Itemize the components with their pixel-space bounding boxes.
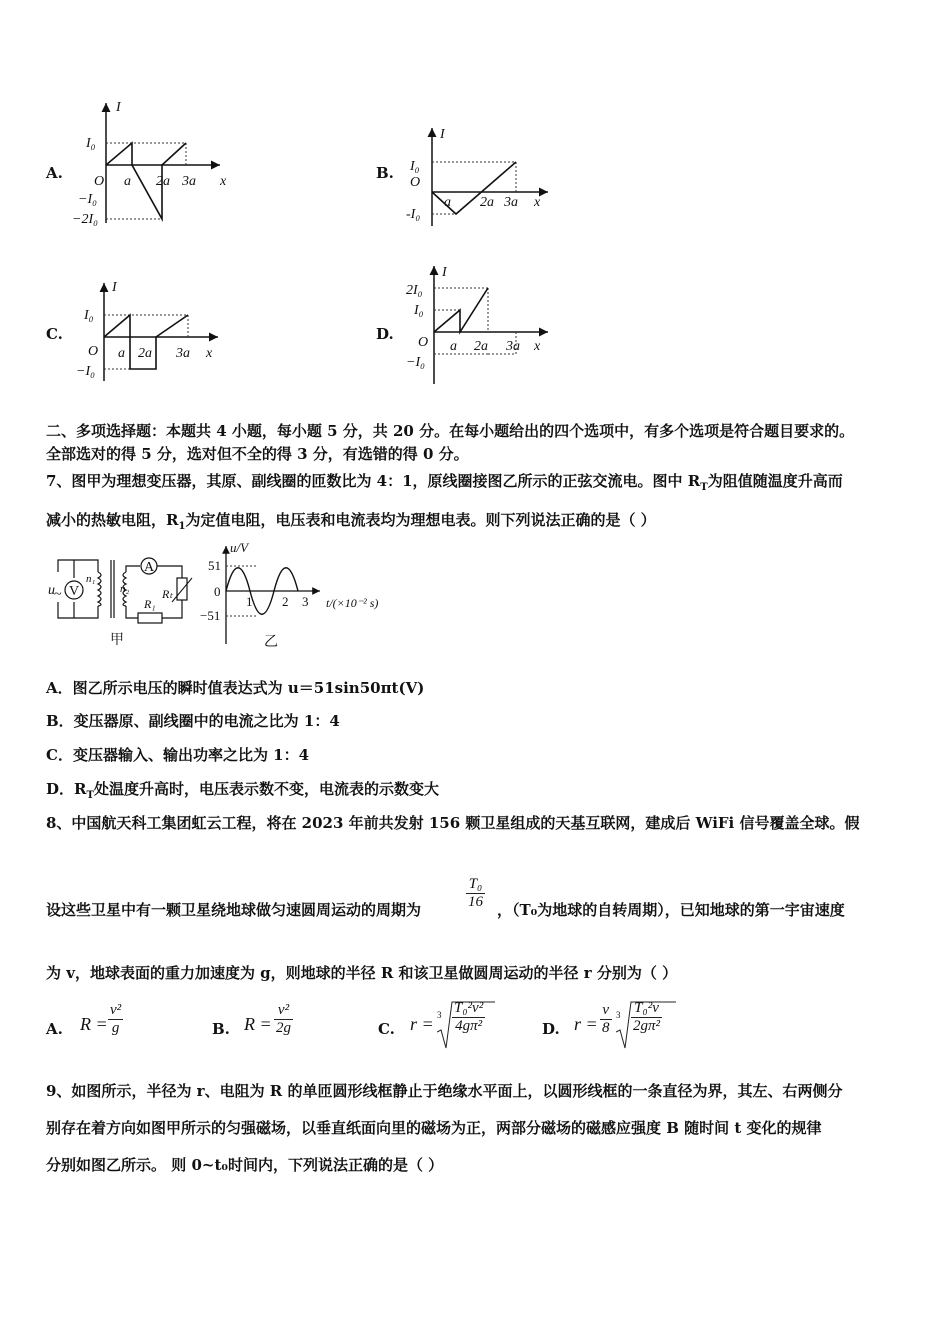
- q8-option-b-num: v²: [274, 1002, 293, 1020]
- graph-c-xtick: 3a: [176, 346, 190, 361]
- q8-option-b-label: B.: [212, 1020, 230, 1038]
- waveform-xtick: 2: [282, 594, 289, 609]
- graph-d-y-axis: I: [442, 265, 447, 280]
- option-d-label: D.: [376, 325, 394, 343]
- q8-option-c-den: 4gπ²: [455, 1018, 483, 1034]
- q9-line3: 分别如图乙所示。 则 0~t₀时间内，下列说法正确的是（ ）: [46, 1156, 444, 1174]
- graph-c-ytick: −I₀: [76, 364, 95, 379]
- circuit-n2-label: n₂: [120, 583, 130, 595]
- q7-line1-end: 为阻值随温度升高而: [707, 472, 843, 490]
- q7-option-c: C．变压器输入、输出功率之比为 1：4: [46, 746, 310, 764]
- q8-option-c-label: C.: [378, 1020, 395, 1038]
- q8-option-c-lhs: r =: [410, 1014, 434, 1034]
- q8-option-b-frac: [274, 1002, 293, 1037]
- section2-line2: 全部选对的得 5 分，选对但不全的得 3 分，有选错的得 0 分。: [46, 445, 469, 463]
- graph-d: [400, 262, 560, 387]
- q8-option-d-coef-den: 8: [602, 1020, 610, 1036]
- q7-option-d: [46, 778, 439, 801]
- q7-option-a: A．图乙所示电压的瞬时值表达式为 u＝51sin50πt(V): [46, 679, 425, 697]
- graph-a-y-axis: I: [116, 100, 121, 115]
- option-a-label: A.: [46, 164, 63, 182]
- graph-d-ytick: 2I₀: [406, 283, 423, 298]
- q8-option-d-lhs: r =: [574, 1014, 598, 1034]
- graph-d-origin: O: [418, 335, 429, 350]
- q8-option-a-lhs: R =: [80, 1014, 108, 1034]
- waveform-ytick-zero: 0: [214, 584, 221, 599]
- graph-c: [70, 275, 230, 385]
- q8-option-a-frac: [108, 1002, 123, 1037]
- graph-a-ytick: I₀: [86, 136, 96, 151]
- circuit-n1-label: n₁: [86, 573, 96, 585]
- graph-a-origin: O: [94, 174, 105, 189]
- graph-a-xtick: 2a: [156, 174, 170, 189]
- q8-line2: [46, 899, 421, 920]
- graph-b-ytick: -I₀: [406, 207, 421, 222]
- ammeter-label: A: [144, 560, 155, 575]
- q7-line2-sub: 1: [178, 521, 186, 532]
- graph-c-origin: O: [88, 344, 99, 359]
- q7-option-d-text: D．R: [46, 780, 87, 798]
- q7-option-b: B．变压器原、副线圈中的电流之比为 1：4: [46, 712, 340, 730]
- q8-line2-end: ，（T₀为地球的自转周期），已知地球的第一宇宙速度: [497, 901, 845, 919]
- graph-c-ytick: I₀: [84, 308, 94, 323]
- graph-d-x-axis: x: [534, 339, 541, 354]
- graph-b: [400, 120, 560, 230]
- option-b-label: B.: [376, 164, 394, 182]
- q8-option-a-label: A.: [46, 1020, 63, 1038]
- graph-d-xtick: a: [450, 339, 457, 354]
- q7-figure-waveform: [198, 540, 398, 652]
- svg-text:~: ~: [54, 587, 62, 602]
- waveform-xtick: 3: [302, 594, 309, 609]
- graph-d-xtick: 2a: [474, 339, 488, 354]
- circuit-caption: 甲: [110, 633, 124, 648]
- waveform-ytick-bottom: −51: [200, 608, 221, 623]
- q8-option-c-frac: [452, 1000, 485, 1035]
- graph-b-xtick: 3a: [504, 195, 518, 210]
- graph-c-xtick: a: [118, 346, 125, 361]
- graph-c-xtick: 2a: [138, 346, 152, 361]
- q7-line1-sub: T: [700, 482, 708, 493]
- section2-line1: 二、多项选择题：本题共 4 小题，每小题 5 分，共 20 分。在每小题给出的四个选项中，有多个选项是符合题目要求的。: [46, 422, 855, 440]
- graph-b-ytick: I₀: [410, 159, 420, 174]
- graph-b-xtick: a: [444, 195, 451, 210]
- q8-period-fraction: [466, 876, 485, 911]
- graph-c-y-axis: I: [112, 280, 117, 295]
- graph-a: [70, 95, 240, 235]
- circuit-rt-label: Rₜ: [162, 587, 173, 601]
- q8-option-b-lhs: R =: [244, 1014, 272, 1034]
- q8-line1: 8、中国航天科工集团虹云工程，将在 2023 年前共发射 156 颗卫星组成的天基互联网，建成后 WiFi 信号覆盖全球。假: [46, 814, 860, 832]
- q8-option-d-num: T₀²v: [631, 1000, 662, 1018]
- q7-option-d-sub: T: [86, 790, 94, 801]
- q8-option-c-num: T₀²v²: [454, 1000, 484, 1016]
- q8-frac-num: T₀: [466, 876, 485, 894]
- circuit-r1-label: R₁: [144, 597, 156, 611]
- q8-option-d-coef: [600, 1002, 612, 1037]
- graph-b-x-axis: x: [534, 195, 541, 210]
- graph-a-xtick: a: [124, 174, 131, 189]
- waveform-ytick-top: 51: [208, 558, 221, 573]
- graph-a-ytick: −2I₀: [72, 212, 98, 227]
- q7-line2-a: 减小的热敏电阻，R: [46, 511, 179, 529]
- graph-b-y-axis: I: [440, 127, 445, 142]
- q8-option-a-num: v²: [110, 1002, 122, 1018]
- voltmeter-label: V: [69, 584, 80, 599]
- graph-b-origin: O: [410, 175, 421, 190]
- circuit-u-label: u: [48, 583, 55, 598]
- q8-line2-a: 设这些卫星中有一颗卫星绕地球做匀速圆周运动的周期为: [46, 901, 422, 919]
- q9-line2: 别存在着方向如图甲所示的匀强磁场，以垂直纸面向里的磁场为正，两部分磁场的磁感应强度 B 随时间 t 变化的规律: [46, 1119, 822, 1137]
- q8-line3: 为 v，地球表面的重力加速度为 g，则地球的半径 R 和该卫星做圆周运动的半径 r 分别为（ ）: [46, 964, 678, 982]
- q7-figure-circuit: [48, 552, 198, 652]
- q8-option-d-coef-num: v: [600, 1002, 612, 1020]
- q8-frac-den: 16: [468, 894, 483, 910]
- graph-a-ytick: −I₀: [78, 192, 97, 207]
- q7-line1-text: 7、图甲为理想变压器，其原、副线圈的匝数比为 4：1，原线圈接图乙所示的正弦交流电。图中 R: [46, 472, 701, 490]
- q7-option-d-end: 处温度升高时，电压表示数不变，电流表的示数变大: [93, 780, 439, 798]
- graph-d-ytick: I₀: [414, 303, 424, 318]
- graph-d-xtick: 3a: [506, 339, 520, 354]
- waveform-xtick: 1: [246, 594, 253, 609]
- q7-line2-b: 为定值电阻，电压表和电流表均为理想电表。则下列说法正确的是（ ）: [185, 511, 656, 529]
- q8-option-d-den: 2gπ²: [633, 1018, 661, 1034]
- q8-option-d-frac: [631, 1000, 662, 1035]
- option-c-label: C.: [46, 325, 63, 343]
- graph-c-x-axis: x: [206, 346, 213, 361]
- q8-option-d-root-index: 3: [616, 1010, 621, 1020]
- graph-b-xtick: 2a: [480, 195, 494, 210]
- q7-line2: [46, 509, 656, 532]
- graph-a-x-axis: x: [220, 174, 227, 189]
- q8-option-a-den: g: [111, 1020, 120, 1036]
- waveform-ylabel: u/V: [230, 540, 249, 555]
- q8-option-c-root-index: 3: [437, 1010, 442, 1020]
- q8-option-b-den: 2g: [276, 1020, 291, 1036]
- waveform-caption: 乙: [264, 635, 278, 650]
- graph-a-xtick: 3a: [182, 174, 196, 189]
- q8-option-d-label: D.: [542, 1020, 560, 1038]
- waveform-xlabel: t/(×10⁻² s): [326, 596, 379, 610]
- graph-d-ytick: −I₀: [406, 355, 425, 370]
- q7-line1: [46, 470, 843, 493]
- q9-line1: 9、如图所示，半径为 r、电阻为 R 的单匝圆形线框静止于绝缘水平面上，以圆形线框的一条直径为界，其左、右两侧分: [46, 1082, 843, 1100]
